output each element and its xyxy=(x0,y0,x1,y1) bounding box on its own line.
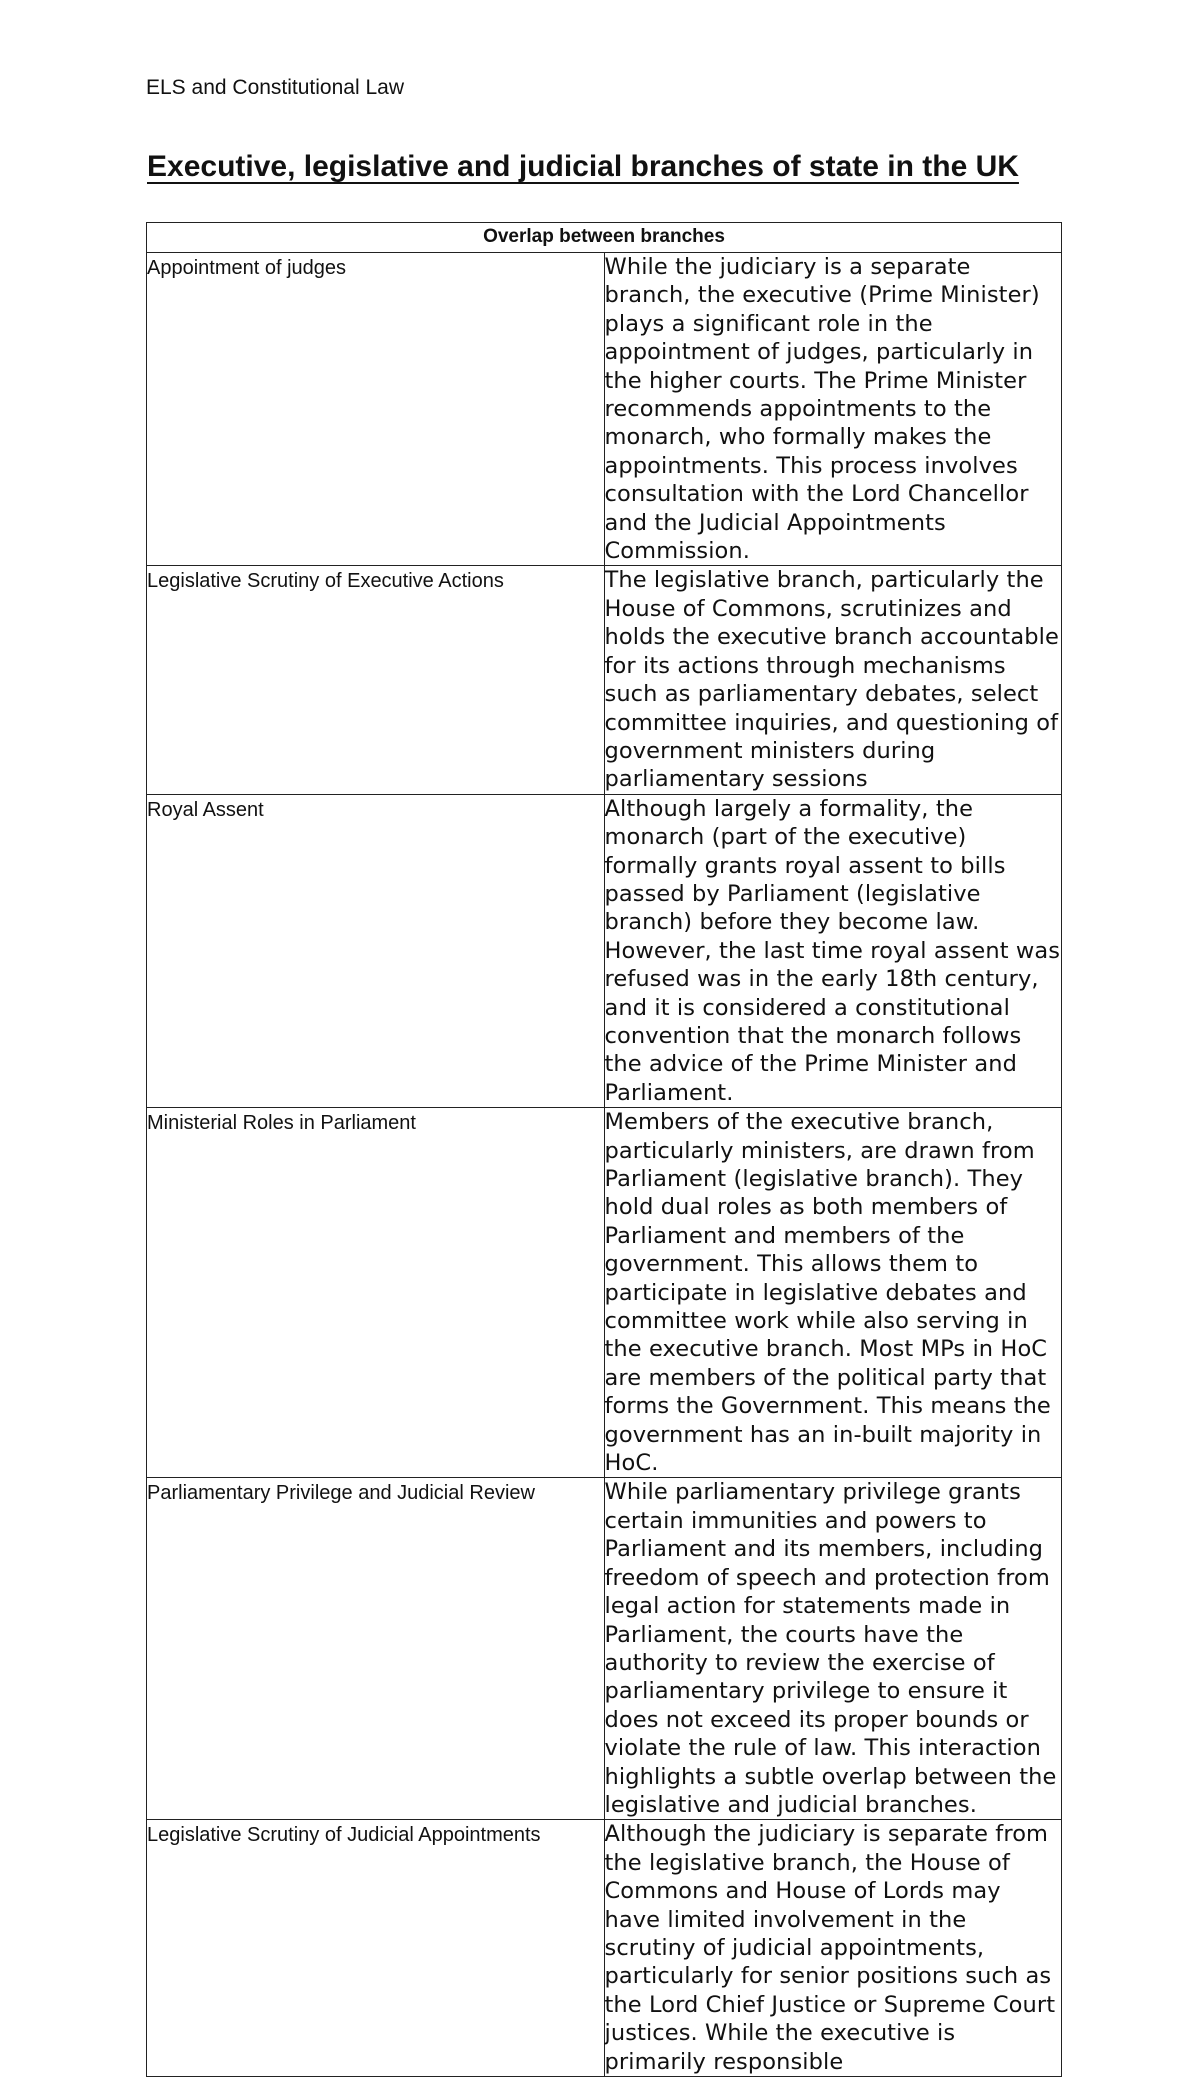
table-row xyxy=(147,1108,1062,1478)
row-label: Legislative Scrutiny of Judicial Appointments xyxy=(147,1820,605,2077)
row-label: Ministerial Roles in Parliament xyxy=(147,1108,605,1478)
row-description: Members of the executive branch, particularly ministers, are drawn from Parliament (legislative branch). They hold dual roles as both members of Parliament and members of the government. This allows them to participate in legislative debates and committee work while also serving in the executive branch. Most MPs in HoC are members of the political party that forms the Government. This means the government has an in-built majority in HoC. xyxy=(604,1108,1062,1478)
table-row xyxy=(147,566,1062,794)
row-description: While the judiciary is a separate branch, the executive (Prime Minister) plays a significant role in the appointment of judges, particularly in the higher courts. The Prime Minister recommends appointments to the monarch, who formally makes the appointments. This process involves consultation with the Lord Chancellor and the Judicial Appointments Commission. xyxy=(604,253,1062,566)
row-description: Although largely a formality, the monarch (part of the executive) formally grants royal assent to bills passed by Parliament (legislative branch) before they become law. However, the last time royal assent was refused was in the early 18th century, and it is considered a constitutional convention that the monarch follows the advice of the Prime Minister and Parliament. xyxy=(604,795,1061,1106)
table-row xyxy=(147,794,1062,1107)
row-description: While parliamentary privilege grants certain immunities and powers to Parliament and its members, including freedom of speech and protection from legal action for statements made in Parliament, the courts have the authority to review the exercise of parliamentary privilege to ensure it does not exceed its proper bounds or violate the rule of law. This interaction highlights a subtle overlap between the legislative and judicial branches. xyxy=(604,1478,1062,1820)
row-label: Royal Assent xyxy=(147,794,605,1107)
table-row xyxy=(147,1478,1062,1820)
row-label: Parliamentary Privilege and Judicial Review xyxy=(147,1478,605,1820)
row-description: Although the judiciary is separate from the legislative branch, the House of Commons and House of Lords may have limited involvement in the scrutiny of judicial appointments, particularly for senior positions such as the Lord Chief Justice or Supreme Court justices. While the executive is primarily responsible xyxy=(604,1820,1062,2077)
row-description: The legislative branch, particularly the House of Commons, scrutinizes and holds the executive branch accountable for its actions through mechanisms such as parliamentary debates, select committee inquiries, and questioning of government ministers during parliamentary sessions xyxy=(604,566,1062,794)
row-label: Appointment of judges xyxy=(147,253,605,566)
overlap-table xyxy=(146,222,1062,2077)
page-title: Executive, legislative and judicial branches of state in the UK xyxy=(147,150,1019,183)
table-row xyxy=(147,1820,1062,2077)
row-label: Legislative Scrutiny of Executive Actions xyxy=(147,566,605,794)
table-heading: Overlap between branches xyxy=(147,223,1062,253)
page-header: ELS and Constitutional Law xyxy=(146,76,404,99)
table-row xyxy=(147,253,1062,566)
